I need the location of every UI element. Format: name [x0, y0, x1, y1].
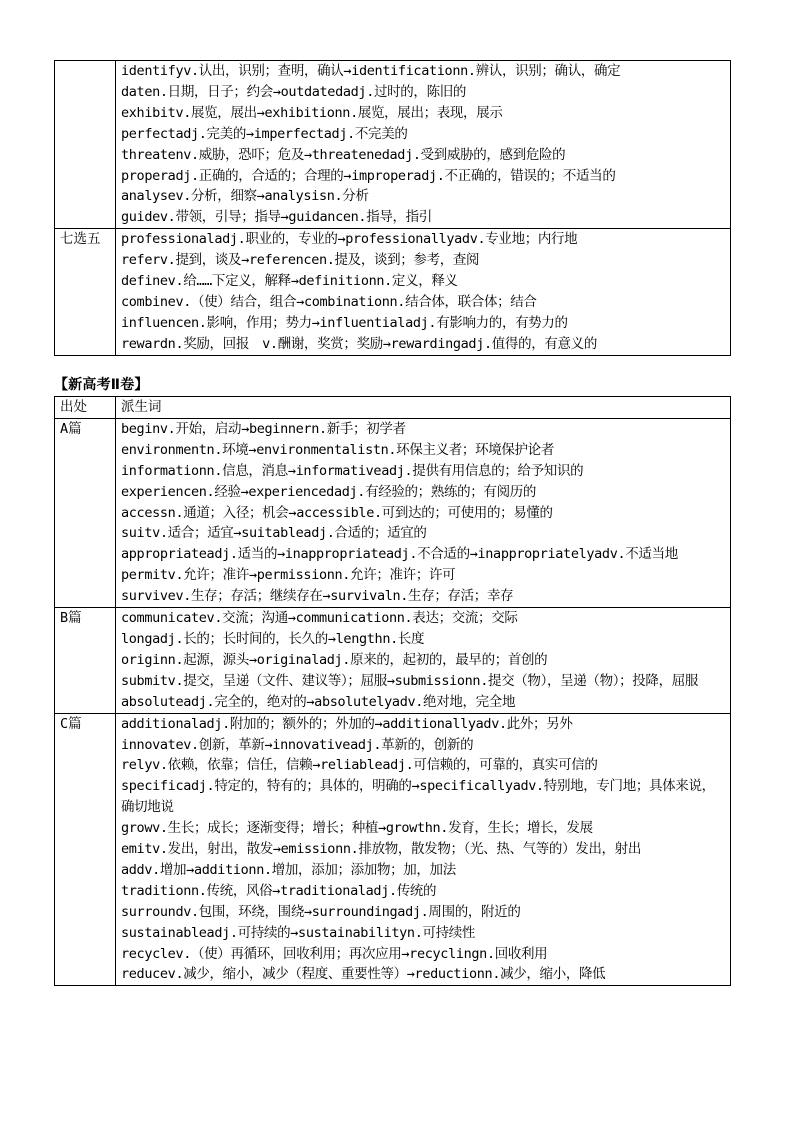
table-row: [55, 229, 731, 355]
source-cell: 七选五: [55, 229, 116, 355]
word-entry: additionaladj.附加的；额外的；外加的→additionallyadv.此外；另外: [121, 715, 573, 732]
word-entry: definev.给……下定义，解释→definitionn.定义，释义: [121, 273, 458, 290]
word-entry: relyv.依赖，依靠；信任，信赖→reliableadj.可信赖的，可靠的，真实可信的: [121, 757, 598, 774]
word-entry: originn.起源，源头→originaladj.原来的，起初的，最早的；首创的: [121, 651, 548, 668]
word-entry: professionaladj.职业的，专业的→professionallyadv.专业地；内行地: [121, 231, 578, 248]
table-row: [55, 608, 731, 714]
word-entry: beginv.开始，启动→beginnern.新手；初学者: [121, 420, 406, 437]
word-entry: analysev.分析，细察→analysisn.分析: [121, 188, 369, 205]
word-entry: surroundv.包围，环绕，围绕→surroundingadj.周围的，附近的: [121, 903, 521, 920]
source-cell: [55, 61, 116, 229]
vocabulary-table-continued: [54, 60, 731, 356]
table-header-row: [55, 397, 731, 419]
word-entry: influencen.影响，作用；势力→influentialadj.有影响力的，有势力的: [121, 314, 568, 331]
word-entry: submitv.提交，呈递（文件、建议等）；屈服→submissionn.提交（物），呈递（物）；投降，屈服: [121, 672, 699, 689]
word-entry: rewardn.奖励，回报 v.酬谢，奖赏；奖励→rewardingadj.值得的，有意义的: [121, 335, 597, 352]
derivatives-cell: [116, 229, 731, 355]
word-entry: survivev.生存；存活；继续存在→survivaln.生存；存活；幸存: [121, 588, 514, 605]
word-entry: referv.提到，谈及→referencen.提及，谈到；参考，查阅: [121, 252, 480, 269]
word-entry: communicatev.交流；沟通→communicationn.表达；交流；交际: [121, 610, 518, 627]
word-entry: exhibitv.展览，展出→exhibitionn.展览，展出；表现，展示: [121, 104, 503, 121]
word-entry: combinev.（使）结合，组合→combinationn.结合体，联合体；结合: [121, 293, 537, 310]
vocabulary-table: [54, 396, 731, 986]
header-source: 出处: [55, 397, 116, 419]
word-entry: daten.日期，日子；约会→outdatedadj.过时的，陈旧的: [121, 83, 467, 100]
word-entry: sustainableadj.可持续的→sustainabilityn.可持续性: [121, 924, 476, 941]
table-row: [55, 418, 731, 607]
word-entry: appropriateadj.适当的→inappropriateadj.不合适的→inappropriatelyadv.不适当地: [121, 546, 678, 563]
header-words: 派生词: [116, 397, 731, 419]
word-entry: properadj.正确的，合适的；合理的→improperadj.不正确的，错误的；不适当的: [121, 167, 616, 184]
derivatives-cell: [116, 713, 731, 986]
word-entry: innovatev.创新，革新→innovativeadj.革新的，创新的: [121, 736, 474, 753]
derivatives-cell: [116, 61, 731, 229]
table-row: [55, 61, 731, 229]
word-entry: perfectadj.完美的→imperfectadj.不完美的: [121, 125, 408, 142]
word-entry: traditionn.传统，风俗→traditionaladj.传统的: [121, 882, 437, 899]
word-entry: experiencen.经验→experiencedadj.有经验的；熟练的；有阅历的: [121, 483, 537, 500]
word-entry: addv.增加→additionn.增加，添加；添加物；加，加法: [121, 861, 456, 878]
word-entry: informationn.信息，消息→informativeadj.提供有用信息的；给予知识的: [121, 462, 584, 479]
word-entry: accessn.通道；入径；机会→accessible.可到达的；可使用的；易懂的: [121, 504, 553, 521]
word-entry: growv.生长；成长；逐渐变得；增长；种植→growthn.发育，生长；增长，发展: [121, 820, 593, 837]
word-entry: permitv.允许；准许→permissionn.允许；准许；许可: [121, 567, 456, 584]
derivatives-cell: [116, 608, 731, 714]
word-entry: absoluteadj.完全的，绝对的→absolutelyadv.绝对地，完全地: [121, 693, 516, 710]
word-entry: guidev.带领，引导；指导→guidancen.指导，指引: [121, 209, 432, 226]
word-entry: environmentn.环境→environmentalistn.环保主义者；环境保护论者: [121, 441, 554, 458]
word-entry: reducev.减少，缩小，减少（程度、重要性等）→reductionn.减少，缩小，降低: [121, 966, 606, 983]
derivatives-cell: [116, 418, 731, 607]
section-heading: 【新高考Ⅱ卷】: [54, 377, 149, 393]
source-cell: A篇: [55, 418, 116, 607]
word-entry: specificadj.特定的，特有的；具体的，明确的→specificallyadv.特别地，专门地；具体来说，确切地说: [121, 778, 715, 816]
word-entry: identifyv.认出，识别；查明，确认→identificationn.辨认，识别；确认，确定: [121, 63, 621, 79]
word-entry: threatenv.威胁，恐吓；危及→threatenedadj.受到威胁的，感到危险的: [121, 146, 566, 163]
source-cell: B篇: [55, 608, 116, 714]
source-cell: C篇: [55, 713, 116, 986]
word-entry: suitv.适合；适宜→suitableadj.合适的；适宜的: [121, 525, 427, 542]
word-entry: recyclev.（使）再循环，回收利用；再次应用→recyclingn.回收利用: [121, 945, 548, 962]
word-entry: longadj.长的；长时间的，长久的→lengthn.长度: [121, 630, 425, 647]
word-entry: emitv.发出，射出，散发→emissionn.排放物，散发物；（光、热、气等的）发出，射出: [121, 841, 641, 858]
table-row: [55, 713, 731, 986]
